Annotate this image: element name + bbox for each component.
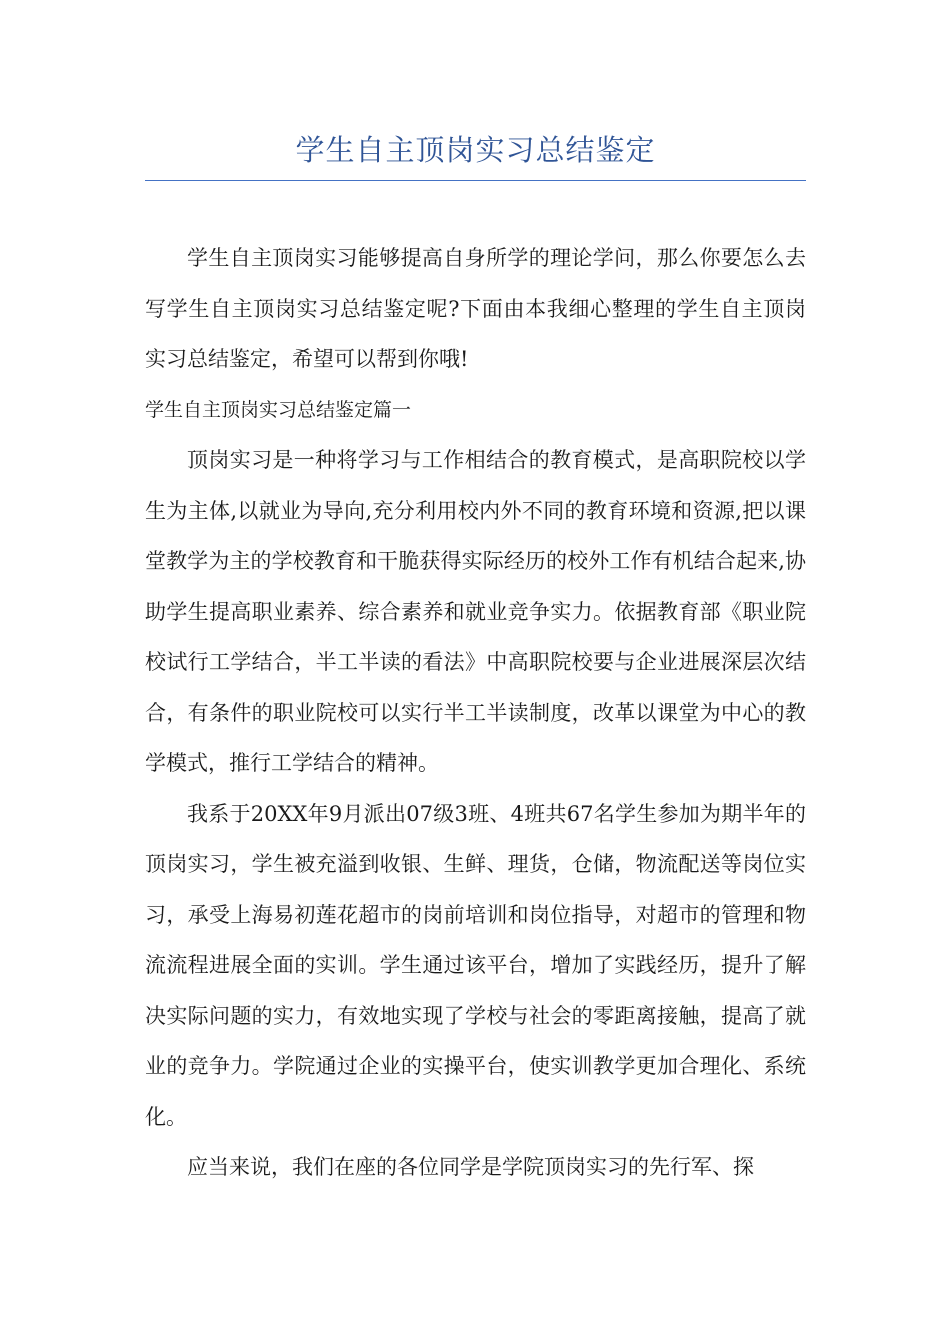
document-body — [145, 233, 806, 1193]
section-heading: 学生自主顶岗实习总结鉴定篇一 — [145, 398, 412, 421]
intro-paragraph: 学生自主顶岗实习能够提高自身所学的理论学问，那么你要怎么去写学生自主顶岗实习总结鉴定呢?下面由本我细心整理的学生自主顶岗实习总结鉴定，希望可以帮到你哦! — [145, 246, 806, 371]
title-underline — [145, 180, 806, 181]
body-paragraph: 应当来说，我们在座的各位同学是学院顶岗实习的先行军、探 — [187, 1155, 754, 1179]
document-title: 学生自主顶岗实习总结鉴定 — [295, 133, 656, 167]
body-paragraph: 顶岗实习是一种将学习与工作相结合的教育模式，是高职院校以学生为主体,以就业为导向,充分利用校内外不同的教育环境和资源,把以课堂教学为主的学校教育和干脆获得实际经历的校外工作有机结合起来,协助学生提高职业素养、综合素养和就业竞争实力。依据教育部《职业院校试行工学结合，半工半读的看法》中高职院校要与企业进展深层次结合，有条件的职业院校可以实行半工半读制度，改革以课堂为中心的教学模式，推行工学结合的精神。 — [145, 448, 806, 775]
body-paragraph: 我系于20XX年9月派出07级3班、4班共67名学生参加为期半年的顶岗实习，学生被充溢到收银、生鲜、理货，仓储，物流配送等岗位实习，承受上海易初莲花超市的岗前培训和岗位指导，对超市的管理和物流流程进展全面的实训。学生通过该平台，增加了实践经历，提升了解决实际问题的实力，有效地实现了学校与社会的零距离接触，提高了就业的竞争力。学院通过企业的实操平台，使实训教学更加合理化、系统化。 — [145, 801, 806, 1129]
